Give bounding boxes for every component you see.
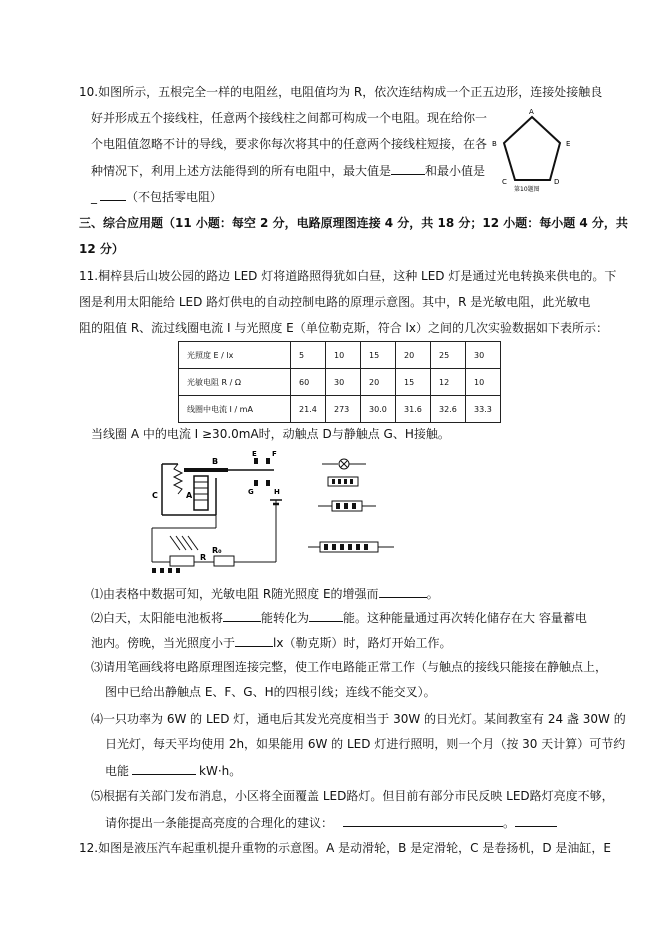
battery-cell xyxy=(356,544,360,550)
table-cell: 30 xyxy=(326,369,361,396)
q11-sub-1 xyxy=(91,585,439,602)
terminal xyxy=(160,568,164,573)
battery-cell xyxy=(340,544,344,550)
table-header-cell: 线圈中电流 I / mA xyxy=(179,396,291,423)
contact-f xyxy=(266,458,270,464)
table-cell: 273 xyxy=(326,396,361,423)
q11-sub-2-blank-1[interactable] xyxy=(223,609,261,622)
label-h: H xyxy=(274,488,280,496)
q11-sub-2-blank-3[interactable] xyxy=(235,634,273,647)
q11-sub-2-line-1 xyxy=(91,609,587,626)
q11-line-2: 图是利用太阳能给 LED 路灯供电的自动控制电路的原理示意图。其中，R 是光敏电阻，此光敏电 xyxy=(79,295,591,309)
pentagon-shape xyxy=(504,117,560,180)
label-r0: R₀ xyxy=(212,546,222,555)
panel-cell xyxy=(344,503,348,509)
q11-sub-3-line-2: 图中已给出静触点 E、F、G、H的四根引线；连线不能交叉）。 xyxy=(105,685,436,699)
table-cell: 32.6 xyxy=(431,396,466,423)
q10-line-4 xyxy=(91,162,485,179)
table-cell: 20 xyxy=(361,369,396,396)
coil-a xyxy=(194,476,208,510)
led-cell xyxy=(350,479,353,484)
table-cell: 25 xyxy=(431,342,466,369)
q11-sub-4-blank[interactable] xyxy=(132,762,196,775)
q11-sub-2-text-5: lx（勒克斯）时，路灯开始工作。 xyxy=(273,636,452,650)
resistor-r0 xyxy=(214,556,234,566)
q11-sub-5-blank[interactable] xyxy=(343,814,503,827)
table-row xyxy=(179,396,501,423)
panel-cell xyxy=(352,503,356,509)
label-e: E xyxy=(252,450,257,458)
table-header-cell: 光敏电阻 R / Ω xyxy=(179,369,291,396)
table-cell: 30.0 xyxy=(361,396,396,423)
label-c: C xyxy=(152,491,158,500)
control-circuit-diagram xyxy=(148,450,408,580)
q11-sub-2-text-1: ⑵白天，太阳能电池板将 xyxy=(91,611,224,625)
q11-sub-5-line-1: ⑸根据有关部门发布消息，小区将全面覆盖 LED路灯。但目前有部分市民反映 LED路灯亮度不够， xyxy=(91,789,614,803)
contact-h xyxy=(266,480,270,486)
label-b: B xyxy=(212,457,219,466)
pentagon-label-d: D xyxy=(554,178,560,186)
table-cell: 10 xyxy=(466,369,501,396)
label-g: G xyxy=(248,488,254,496)
q10-max-text: 种情况下，利用上述方法能得到的所有电阻中，最大值是 xyxy=(91,164,392,178)
table-row xyxy=(179,342,501,369)
q11-sub-4-line-1: ⑷一只功率为 6W 的 LED 灯，通电后其发光亮度相当于 30W 的日光灯。某间教室有 24 盏 30W 的 xyxy=(91,712,626,726)
terminal xyxy=(168,568,172,573)
experiment-data-table xyxy=(178,341,501,423)
q11-sub-5-blank-tail xyxy=(515,814,557,827)
light-arrow xyxy=(188,536,198,550)
light-arrow xyxy=(176,536,186,550)
q10-line-5 xyxy=(91,188,222,205)
contact-g xyxy=(254,480,258,486)
label-a: A xyxy=(186,491,193,500)
section-3-heading-line-1: 三、综合应用题（11 小题：每空 2 分，电路原理图连接 4 分，共 18 分；12 小题：每小题 4 分，共 xyxy=(79,216,628,230)
pentagon-label-e: E xyxy=(566,140,571,148)
pentagon-caption: 第10题图 xyxy=(514,186,540,193)
table-cell: 20 xyxy=(396,342,431,369)
q10-line-2: 好并形成五个接线柱，任意两个接线柱之间都可构成一个电阻。现在给你一 xyxy=(91,111,488,125)
q11-sub-4-text: 电能 xyxy=(105,764,130,778)
q10-min-blank-prefix: _ xyxy=(91,190,97,204)
battery-cell xyxy=(364,544,368,550)
battery-cell xyxy=(332,544,336,550)
terminal xyxy=(152,568,156,573)
table-cell: 5 xyxy=(291,342,326,369)
led-cell xyxy=(344,479,347,484)
pentagon-label-a: A xyxy=(529,108,534,116)
spring-c xyxy=(174,464,182,494)
q11-line-3: 阻的阻值 R、流过线圈电流 I 与光照度 E（单位勒克斯，符合 lx）之间的几次实验数据如下表所示： xyxy=(79,321,608,335)
q11-sub-2-line-2 xyxy=(91,634,451,651)
q11-sub-1-blank[interactable] xyxy=(379,585,427,598)
q11-sub-5-end: 。 xyxy=(503,816,516,830)
table-cell: 33.3 xyxy=(466,396,501,423)
q12-line-1: 12.如图是液压汽车起重机提升重物的示意图。A 是动滑轮，B 是定滑轮，C 是卷扬机，D 是油缸，E xyxy=(79,841,611,855)
armature-b xyxy=(184,468,228,472)
battery-cell xyxy=(324,544,328,550)
q10-min-blank[interactable] xyxy=(100,188,126,201)
table-cell: 12 xyxy=(431,369,466,396)
table-cell: 21.4 xyxy=(291,396,326,423)
table-cell: 15 xyxy=(361,342,396,369)
table-row xyxy=(179,369,501,396)
q11-sub-2-text-2: 能转化为 xyxy=(261,611,310,625)
table-cell: 15 xyxy=(396,369,431,396)
pentagon-figure xyxy=(488,104,578,194)
battery-cell xyxy=(348,544,352,550)
led-cell xyxy=(332,479,335,484)
table-cell: 30 xyxy=(466,342,501,369)
pentagon-label-b: B xyxy=(492,140,497,148)
section-3-heading-line-2: 12 分） xyxy=(79,242,124,256)
q11-sub-4-line-2: 日光灯，每天平均使用 2h，如果能用 6W 的 LED 灯进行照明，则一个月（按 30 天计算）可节约 xyxy=(105,737,626,751)
contact-e xyxy=(254,458,258,464)
table-header-cell: 光照度 E / lx xyxy=(179,342,291,369)
q11-sub-4-line-3 xyxy=(105,762,241,779)
table-cell: 10 xyxy=(326,342,361,369)
q10-note: （不包括零电阻） xyxy=(126,190,223,204)
q11-sub-5-text: 请你提出一条能提高亮度的合理化的建议： xyxy=(105,816,334,830)
label-r: R xyxy=(200,553,207,562)
light-arrow xyxy=(170,536,180,550)
q11-sub-5-line-2 xyxy=(105,814,557,831)
terminal xyxy=(176,568,180,573)
q10-max-blank[interactable] xyxy=(391,162,425,175)
q11-sub-2-blank-2[interactable] xyxy=(309,609,343,622)
q10-line-3: 个电阻值忽略不计的导线，要求你每次将其中的任意两个接线柱短接，在各 xyxy=(91,137,488,151)
led-cell xyxy=(338,479,341,484)
q11-condition: 当线圈 A 中的电流 I ≥30.0mA时，动触点 D与静触点 G、H接触。 xyxy=(91,427,450,441)
q10-line-1: 10.如图所示，五根完全一样的电阻丝，电阻值均为 R，依次连结构成一个正五边形，连接处接触良 xyxy=(79,85,603,99)
label-f: F xyxy=(272,450,277,458)
table-cell: 60 xyxy=(291,369,326,396)
q11-sub-2-text-4: 池内。傍晚，当光照度小于 xyxy=(91,636,236,650)
photoresistor-r xyxy=(170,556,194,566)
q11-sub-3-line-1: ⑶请用笔画线将电路原理图连接完整，使工作电路能正常工作（与触点的接线只能接在静触点上， xyxy=(91,660,608,674)
q11-sub-1-end: 。 xyxy=(426,587,439,601)
light-arrow xyxy=(182,536,192,550)
q11-sub-2-text-3: 能。这种能量通过再次转化储存在大 容量蓄电 xyxy=(343,611,587,625)
q10-min-text: 和最小值是 xyxy=(425,164,486,178)
q11-sub-1-text: ⑴由表格中数据可知，光敏电阻 R随光照度 E的增强而 xyxy=(91,587,379,601)
q11-sub-4-unit: kW·h。 xyxy=(199,764,242,778)
q11-line-1: 11.桐梓县后山坡公园的路边 LED 灯将道路照得犹如白昼，这种 LED 灯是通过光电转换来供电的。下 xyxy=(79,269,617,283)
table-cell: 31.6 xyxy=(396,396,431,423)
panel-cell xyxy=(336,503,340,509)
pentagon-label-c: C xyxy=(502,178,507,186)
